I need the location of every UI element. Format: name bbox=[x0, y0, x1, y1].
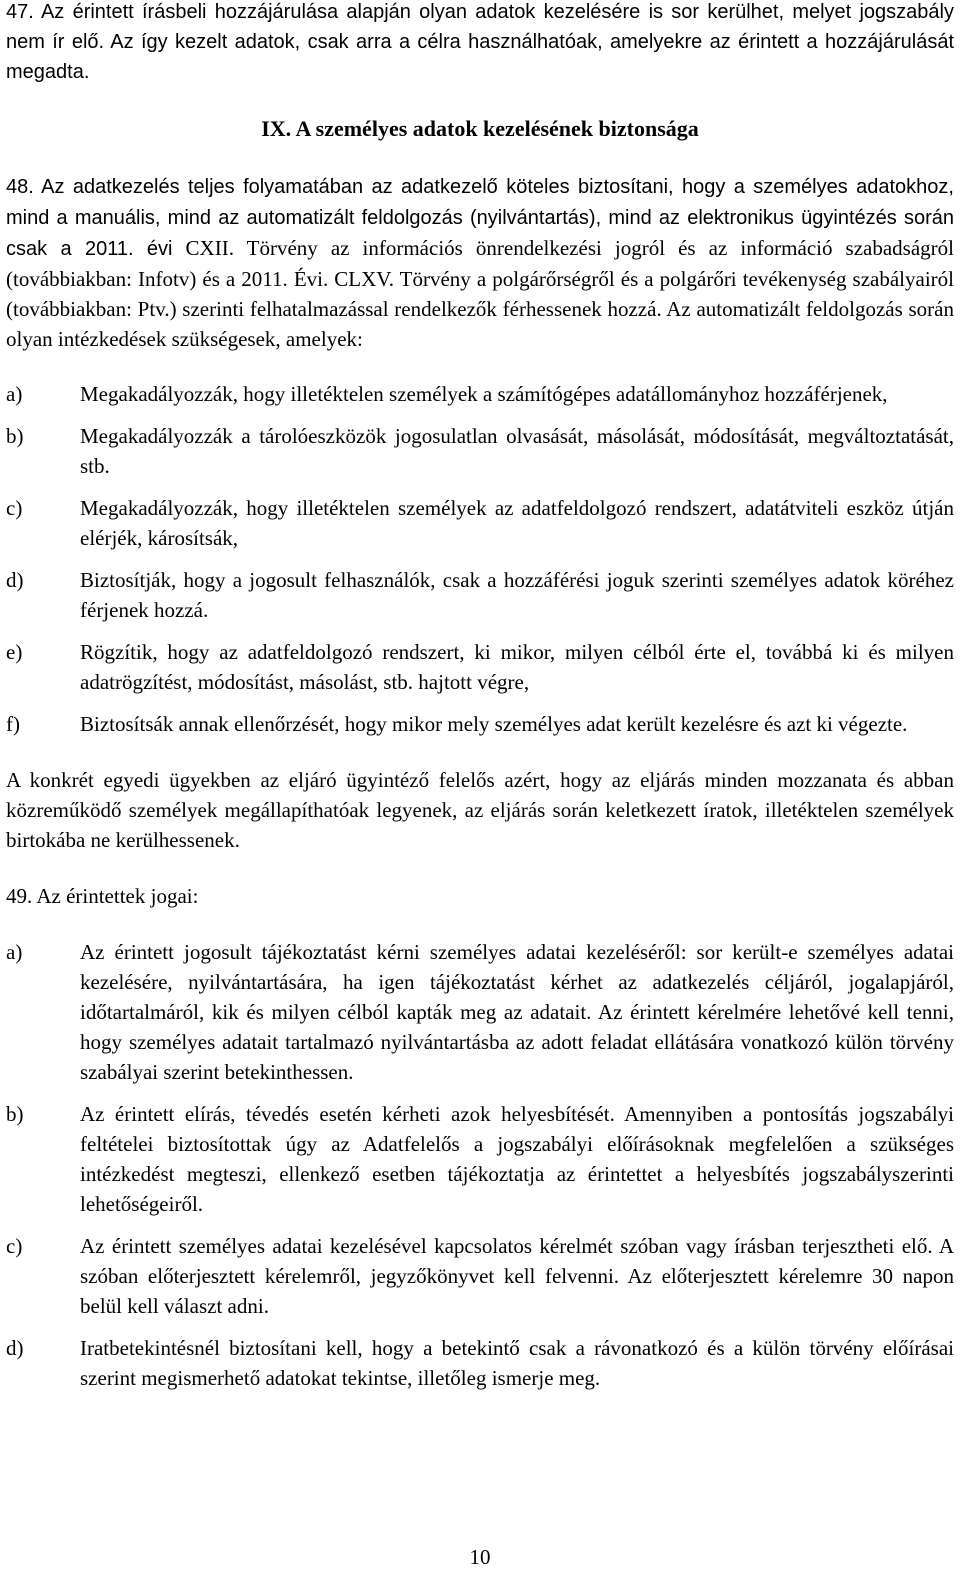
paragraph-konkret: A konkrét egyedi ügyekben az eljáró ügyintéző felelős azért, hogy az eljárás minden mozzanata és abban közreműködő személyek megállapíthatóak legyenek, az eljárás során keletkezett íratok, illetéktelen személyek birtokába ne kerülhessenek. bbox=[6, 768, 954, 852]
list-item-48-a bbox=[6, 379, 954, 409]
list-text: Biztosítsák annak ellenőrzését, hogy mikor mely személyes adat került kezelésre és azt ki végezte. bbox=[80, 712, 908, 736]
list-item-48-b bbox=[6, 421, 954, 481]
list-text: Iratbetekintésnél biztosítani kell, hogy a betekintő csak a rávonatkozó és a külön törvény előírásai szerint megismerhető adatokat tekintse, illetőleg ismerje meg. bbox=[80, 1336, 954, 1390]
paragraph-47: 47. Az érintett írásbeli hozzájárulása alapján olyan adatok kezelésére is sor kerülhet, melyet jogszabály nem ír elő. Az így kezelt adatok, csak arra a célra használhatóak, amelyekre az érintett a hozzájárulását megadta. bbox=[6, 1, 954, 83]
list-label: b) bbox=[6, 424, 24, 448]
list-text: Megakadályozzák, hogy illetéktelen személyek a számítógépes adatállományhoz hozzáférjenek, bbox=[80, 382, 888, 406]
list-item-49-a bbox=[6, 937, 954, 1087]
paragraph-48-part-2: CXII. Törvény az információs önrendelkezési jogról és az információ szabadságról (továbbiakban: Infotv) és a 2011. Évi. CLXV. Törvény a polgárőrségről és a polgárőri tevékenység szabályairól (továbbiakban: Ptv.) szerinti felhatalmazással rendelkezők férhessenek hozzá. Az automatizált feldolgozás során olyan intézkedések szükségesek, amelyek: bbox=[6, 236, 954, 351]
list-label: d) bbox=[6, 568, 24, 592]
list-label: e) bbox=[6, 640, 23, 664]
list-text: Az érintett személyes adatai kezelésével kapcsolatos kérelmét szóban vagy írásban terjesztheti elő. A szóban előterjesztett kérelemről, jegyzőkönyvet kell felvenni. Az előterjesztett kérelemre 30 napon belül kell választ adni. bbox=[80, 1234, 954, 1318]
list-label: b) bbox=[6, 1102, 24, 1126]
list-label: f) bbox=[6, 712, 20, 736]
document-page bbox=[6, 0, 954, 1393]
list-item-48-e bbox=[6, 637, 954, 697]
list-label: c) bbox=[6, 1234, 23, 1258]
list-text: Az érintett jogosult tájékoztatást kérni személyes adatai kezeléséről: sor került-e személyes adatai kezelésére, nyilvántartására, ha igen tájékoztatást kérhet az adatkezelés céljáról, jogalapjáról, időtartalmáról, kik és milyen célból kapták meg az adatait. Az érintett kérelmére lehetővé kell tenni, hogy személyes adatait tartalmazó nyilvántartásba az adott feladat ellátására vonatkozó külön törvény szabályai szerint betekinthessen. bbox=[80, 940, 954, 1084]
list-label: c) bbox=[6, 496, 23, 520]
list-item-49-d bbox=[6, 1333, 954, 1393]
section-heading-ix: IX. A személyes adatok kezelésének biztonsága bbox=[261, 116, 699, 141]
security-measures-list bbox=[6, 379, 954, 739]
list-item-49-b bbox=[6, 1099, 954, 1219]
rights-list bbox=[6, 937, 954, 1393]
list-label: d) bbox=[6, 1336, 24, 1360]
list-text: Biztosítják, hogy a jogosult felhasználók, csak a hozzáférési joguk szerinti személyes adatok köréhez férjenek hozzá. bbox=[80, 568, 954, 622]
page-number: 10 bbox=[469, 1545, 491, 1569]
list-text: Rögzítik, hogy az adatfeldolgozó rendszert, ki mikor, milyen célból érte el, továbbá ki és milyen adatrögzítést, módosítást, másolást, stb. hajtott végre, bbox=[80, 640, 954, 694]
paragraph-48 bbox=[6, 171, 954, 354]
list-label: a) bbox=[6, 382, 23, 406]
list-item-49-c bbox=[6, 1231, 954, 1321]
paragraph-48-part-1: 48. Az adatkezelés teljes folyamatában az adatkezelő köteles biztosítani, hogy a személyes adatokhoz, mind a manuális, mind az automatizált feldolgozás (nyilvántartás), mind az elektronikus ügyintézés során csak a 2011. évi bbox=[6, 176, 954, 260]
list-item-48-d bbox=[6, 565, 954, 625]
list-text: Megakadályozzák a tárolóeszközök jogosulatlan olvasását, másolását, módosítását, megváltoztatását, stb. bbox=[80, 424, 954, 478]
list-item-48-c bbox=[6, 493, 954, 553]
list-label: a) bbox=[6, 940, 23, 964]
list-item-48-f bbox=[6, 709, 954, 739]
paragraph-49: 49. Az érintettek jogai: bbox=[6, 884, 199, 908]
list-text: Megakadályozzák, hogy illetéktelen személyek az adatfeldolgozó rendszert, adatátviteli eszköz útján elérjék, károsítsák, bbox=[80, 496, 954, 550]
list-text: Az érintett elírás, tévedés esetén kérheti azok helyesbítését. Amennyiben a pontosítás jogszabályi feltételei biztosítottak úgy az Adatfelelős a jogszabályi előírásoknak megfelelően a szükséges intézkedést megteszi, ellenkező esetben tájékoztatja az érintettet a helyesbítés jogszabályszerinti lehetőségeiről. bbox=[80, 1102, 954, 1216]
